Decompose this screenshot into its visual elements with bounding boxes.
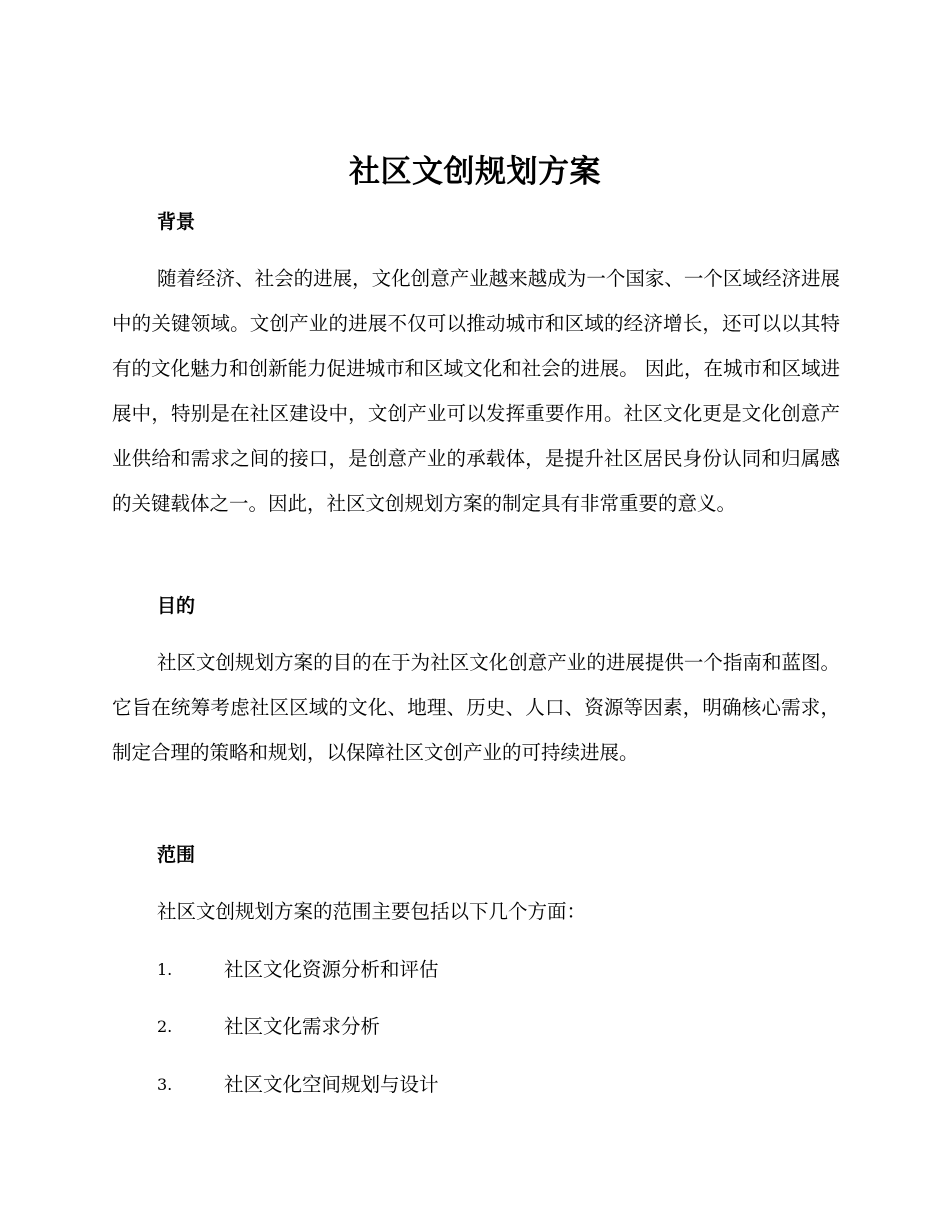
section-heading-purpose: 目的 bbox=[157, 595, 196, 617]
list-item-number: 1. bbox=[157, 960, 173, 979]
section-body-purpose: 社区文创规划方案的目的在于为社区文化创意产业的进展提供一个指南和蓝图。它旨在统筹考虑社区区域的文化、地理、历史、人口、资源等因素，明确核心需求，制定合理的策略和规划，以保障社区文创产业的可持续进展。 bbox=[112, 651, 840, 764]
list-item-number: 2. bbox=[157, 1017, 173, 1036]
section-heading-background: 背景 bbox=[157, 211, 196, 233]
list-item bbox=[157, 1071, 857, 1099]
list-item-number: 3. bbox=[157, 1075, 173, 1094]
list-item-text: 社区文化空间规划与设计 bbox=[224, 1073, 439, 1096]
section-heading-scope: 范围 bbox=[157, 844, 196, 866]
document-title: 社区文创规划方案 bbox=[349, 154, 601, 190]
list-item-text: 社区文化需求分析 bbox=[224, 1015, 381, 1038]
section-intro-scope: 社区文创规划方案的范围主要包括以下几个方面： bbox=[157, 900, 587, 923]
list-item-text: 社区文化资源分析和评估 bbox=[224, 958, 439, 981]
section-body-background: 随着经济、社会的进展，文化创意产业越来越成为一个国家、一个区域经济进展中的关键领域。文创产业的进展不仅可以推动城市和区域的经济增长，还可以以其特有的文化魅力和创新能力促进城市和区域文化和社会的进展。 因此，在城市和区域进展中，特别是在社区建设中，文创产业可以发挥重要作用。社区文化更是文化创意产业供给和需求之间的接口，是创意产业的承载体，是提升社区居民身份认同和归属感的关键载体之一。因此，社区文创规划方案的制定具有非常重要的意义。 bbox=[112, 267, 840, 515]
list-item bbox=[157, 1013, 857, 1041]
list-item bbox=[157, 956, 857, 984]
